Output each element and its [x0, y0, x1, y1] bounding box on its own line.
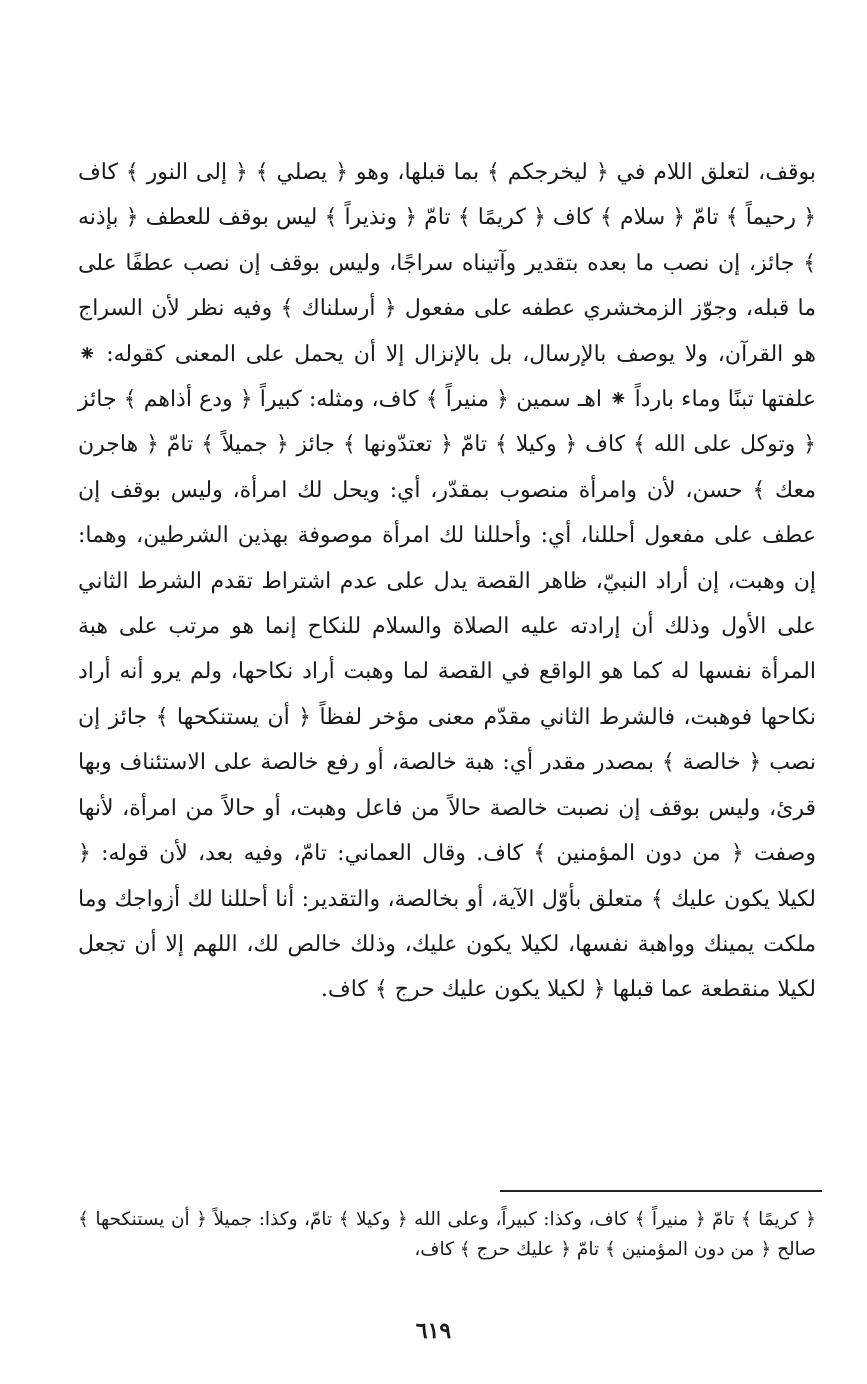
page-number: ٦١٩ [415, 1318, 452, 1344]
main-paragraph: بوقف، لتعلق اللام في ﴿ ليخرجكم ﴾ بما قبلها، وهو ﴿ يصلي ﴾ ﴿ إلى النور ﴾ كاف ﴿ رحيماً ﴾ تامّ ﴿ سلام ﴾ كاف ﴿ كريمًا ﴾ تامّ ﴿ ونذيراً ﴾ ليس بوقف للعطف ﴿ بإذنه ﴾ جائز، إن نصب ما بعده بتقدير وآتيناه سراجًا، وليس بوقف إن نصب عطفًا على ما قبله، وجوّز الزمخشري عطفه على مفعول ﴿ أرسلناك ﴾ وفيه نظر لأن السراج هو القرآن، ولا يوصف بالإرسال، بل بالإنزال إلا أن يحمل على المعنى كقوله: ⁕ علفتها تبنًا وماء بارداً ⁕ اهـ سمين ﴿ منيراً ﴾ كاف، ومثله: كبيراً ﴿ ودع أذاهم ﴾ جائز ﴿ وتوكل على الله ﴾ كاف ﴿ وكيلا ﴾ تامّ ﴿ تعتدّونها ﴾ جائز ﴿ جميلاً ﴾ تامّ ﴿ هاجرن معك ﴾ حسن، لأن وامرأة منصوب بمقدّر، أي: ويحل لك امرأة، وليس بوقف إن عطف على مفعول أحللنا، أي: وأحللنا لك امرأة موصوفة بهذين الشرطين، وهما: إن وهبت، إن أراد النبيّ، ظاهر القصة يدل على عدم اشتراط تقدم الشرط الثاني على الأول وذلك أن إرادته عليه الصلاة والسلام للنكاح إنما هو مرتب على هبة المرأة نفسها له كما هو الواقع في القصة لما وهبت أراد نكاحها، ولم يرو أنه أراد نكاحها فوهبت، فالشرط الثاني مقدّم معنى مؤخر لفظاً ﴿ أن يستنكحها ﴾ جائز إن نصب ﴿ خالصة ﴾ بمصدر مقدر أي: هبة خالصة، أو رفع خالصة على الاستئناف وبها قرئ، وليس بوقف إن نصبت خالصة حالاً من فاعل وهبت، أو حالاً من امرأة، لأنها وصفت ﴿ من دون المؤمنين ﴾ كاف. وقال العماني: تامّ، وفيه بعد، لأن قوله: ﴿ لكيلا يكون عليك ﴾ متعلق بأوّل الآية، أو بخالصة، والتقدير: أنا أحللنا لك أزواجك وما ملكت يمينك وواهبة نفسها، لكيلا يكون عليك، وذلك خالص لك، اللهم إلا أن تجعل لكيلا منقطعة عما قبلها ﴿ لكيلا يكون عليك حرج ﴾ كاف. [78, 160, 817, 1003]
footnote-block [78, 1205, 816, 1265]
main-text-block [78, 150, 816, 1013]
footnote-text: ﴿ كريمًا ﴾ تامّ ﴿ منيراً ﴾ كاف، وكذا: كبيراً، وعلى الله ﴿ وكيلا ﴾ تامّ، وكذا: جميلاً ﴿ أن يستنكحها ﴾ صالح ﴿ من دون المؤمنين ﴾ تامّ ﴿ عليك حرج ﴾ كاف، [78, 1209, 816, 1260]
footnote-divider [500, 1190, 822, 1192]
